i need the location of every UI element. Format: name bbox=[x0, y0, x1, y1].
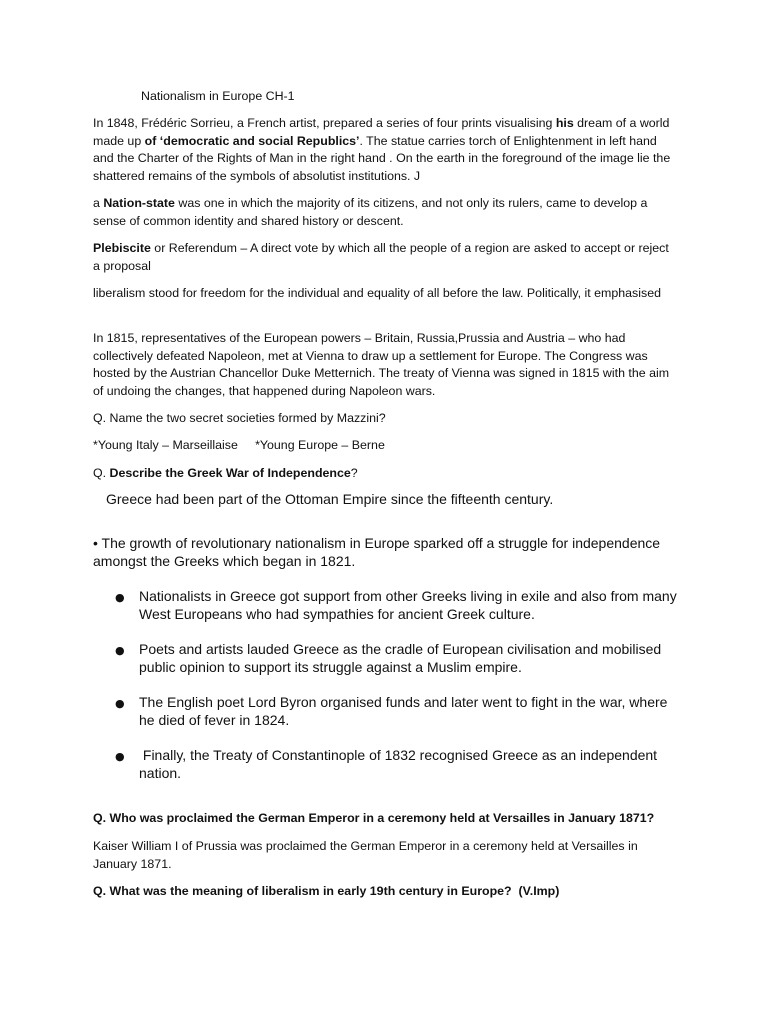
answer-german-emperor: Kaiser William I of Prussia was proclaimed the German Emperor in a ceremony held at Versailles in January 1871. bbox=[93, 839, 638, 871]
greek-growth: • The growth of revolutionary nationalism in Europe sparked off a struggle for independence amongst the Greeks which began in 1821. bbox=[93, 535, 661, 569]
bullet-marker: ● bbox=[115, 644, 125, 657]
text-run: or Referendum – A direct vote by which all the people of a region are asked to accept or reject a proposal bbox=[93, 241, 669, 273]
paragraph-sorrieu bbox=[93, 115, 673, 185]
bold-run: Describe the Greek War of Independence bbox=[109, 466, 351, 480]
answer-mazzini: *Young Italy – Marseillaise *Young Europe – Berne bbox=[93, 438, 385, 452]
text-run: . The statue carries torch of Enlightenment in left hand and the Charter of the Rights of Man in the right hand . On the earth in the foreground of the image lie the shattered remains of the symbols of absolutist institutions. J bbox=[93, 133, 671, 183]
bold-run: Plebiscite bbox=[93, 241, 151, 255]
text-run: ? bbox=[350, 466, 358, 480]
bold-run: his bbox=[555, 116, 574, 130]
text-run: was one in which the majority of its citizens, and not only its rulers, came to develop a sense of common identity and shared history or descent. bbox=[93, 196, 648, 228]
paragraph-vienna: In 1815, representatives of the European powers – Britain, Russia,Prussia and Austria – who had collectively defeated Napoleon, met at Vienna to draw up a settlement for Europe. The Congress was hosted by the Austrian Chancellor Duke Metternich. The treaty of Vienna was signed in 1815 with the aim of undoing the changes, that happened during Napoleon wars. bbox=[93, 331, 670, 398]
question-mazzini: Q. Name the two secret societies formed by Mazzini? bbox=[93, 411, 386, 425]
document-title: Nationalism in Europe CH-1 bbox=[141, 89, 295, 103]
text-run: In 1848, Frédéric Sorrieu, a French artist, prepared a series of four prints visualising bbox=[93, 116, 556, 130]
bold-run: of ‘democratic and social Republics’ bbox=[144, 133, 360, 148]
question-german-emperor: Q. Who was proclaimed the German Emperor in a ceremony held at Versailles in January 1871? bbox=[93, 811, 655, 825]
bold-run: Nation-state bbox=[103, 196, 175, 210]
bullet-item: Poets and artists lauded Greece as the cradle of European civilisation and mobilised public opinion to support its struggle against a Muslim empire. bbox=[139, 641, 662, 675]
question-greek-war bbox=[93, 465, 673, 483]
bullet-marker: ● bbox=[115, 750, 125, 763]
text-run: Q. bbox=[93, 466, 110, 480]
bullet-marker: ● bbox=[115, 697, 125, 710]
bullet-marker: ● bbox=[115, 591, 125, 604]
text-run: dream of a world made up bbox=[93, 116, 670, 148]
bullet-item: The English poet Lord Byron organised funds and later went to fight in the war, where he died of fever in 1824. bbox=[139, 694, 668, 728]
greek-intro: Greece had been part of the Ottoman Empire since the fifteenth century. bbox=[106, 491, 554, 507]
text-run: a bbox=[93, 196, 104, 210]
paragraph-plebiscite bbox=[93, 240, 673, 275]
bullet-item: Finally, the Treaty of Constantinople of 1832 recognised Greece as an independent nation. bbox=[139, 747, 661, 781]
paragraph-nation-state bbox=[93, 195, 673, 230]
paragraph-liberalism: liberalism stood for freedom for the individual and equality of all before the law. Politically, it emphasised bbox=[93, 286, 661, 300]
question-liberalism: Q. What was the meaning of liberalism in early 19th century in Europe? (V.Imp) bbox=[93, 884, 560, 898]
bullet-item: Nationalists in Greece got support from other Greeks living in exile and also from many West Europeans who had sympathies for ancient Greek culture. bbox=[139, 588, 677, 622]
